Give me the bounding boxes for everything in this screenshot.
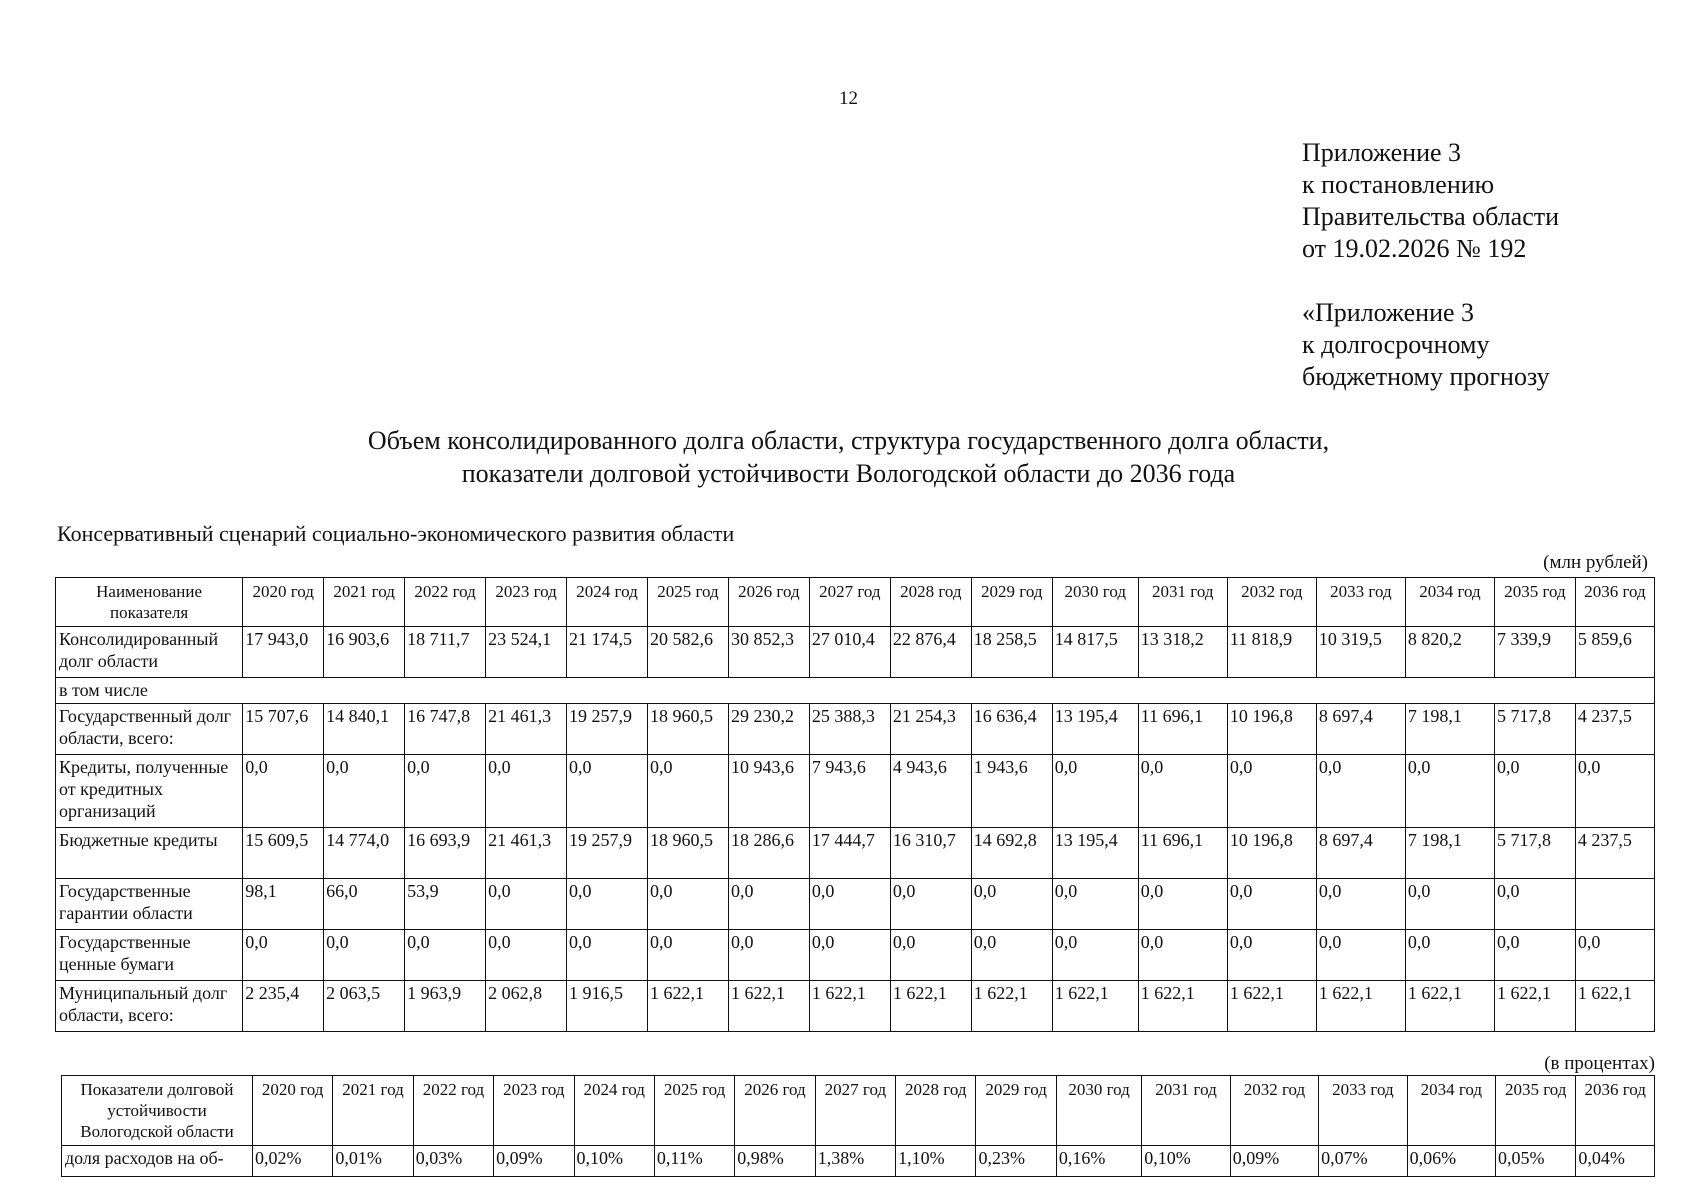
table-row-label: Государственные ценные бумаги <box>56 930 243 981</box>
column-header-year: 2022 год <box>405 578 486 627</box>
table-cell: 0,0 <box>324 755 405 828</box>
appendix-quote-line: к долгосрочному <box>1302 330 1490 359</box>
table-cell: 8 697,4 <box>1316 828 1405 879</box>
table-cell: 16 310,7 <box>890 828 971 879</box>
appendix-line: к постановлению <box>1302 170 1495 199</box>
table-cell: 0,0 <box>405 930 486 981</box>
table-cell: 1 622,1 <box>1494 981 1575 1032</box>
title-line-2: показатели долговой устойчивости Вологодской области до 2036 года <box>461 459 1236 488</box>
table-cell: 7 198,1 <box>1405 704 1494 755</box>
table-cell: 1 622,1 <box>1052 981 1138 1032</box>
table-cell: 0,0 <box>647 930 728 981</box>
table-row-label: Кредиты, полученные от кредитных организаций <box>56 755 243 828</box>
table-cell: 13 318,2 <box>1138 627 1227 678</box>
table-cell: 1 622,1 <box>728 981 809 1032</box>
column-header-year: 2027 год <box>809 578 890 627</box>
table-cell: 0,0 <box>486 879 567 930</box>
appendix-block <box>1302 137 1559 393</box>
table-row <box>56 981 1655 1032</box>
table-row <box>56 678 1655 704</box>
table-cell: 2 235,4 <box>243 981 324 1032</box>
table-cell: 13 195,4 <box>1052 704 1138 755</box>
table-cell: 4 943,6 <box>890 755 971 828</box>
table-cell: 18 258,5 <box>971 627 1052 678</box>
title-line-1: Объем консолидированного долга области, структура государственного долга области, <box>367 426 1330 455</box>
table-cell: 0,04% <box>1576 1146 1655 1177</box>
table-cell: 0,03% <box>413 1146 493 1177</box>
table-cell: 0,16% <box>1056 1146 1141 1177</box>
table-cell: 23 524,1 <box>486 627 567 678</box>
table-cell: 0,0 <box>243 930 324 981</box>
appendix-line: Приложение 3 <box>1302 138 1462 167</box>
table-cell: 0,98% <box>735 1146 815 1177</box>
table-cell: 1 622,1 <box>1316 981 1405 1032</box>
table-row <box>56 879 1655 930</box>
table-row <box>62 1146 1655 1177</box>
table-cell: 0,09% <box>494 1146 574 1177</box>
table-cell: 18 960,5 <box>647 828 728 879</box>
column-header-year: 2025 год <box>647 578 728 627</box>
table-cell: 10 943,6 <box>728 755 809 828</box>
table-cell: 0,09% <box>1230 1146 1318 1177</box>
column-header-year: 2026 год <box>728 578 809 627</box>
sustainability-table-unit: (в процентах) <box>1544 1053 1655 1074</box>
table-cell: 0,0 <box>1052 930 1138 981</box>
column-header-year: 2032 год <box>1227 578 1316 627</box>
column-header-year: 2026 год <box>735 1076 815 1146</box>
table-cell: 0,0 <box>1316 879 1405 930</box>
table-cell: 0,0 <box>486 930 567 981</box>
column-header-year: 2034 год <box>1407 1076 1495 1146</box>
table-cell: 0,0 <box>1227 930 1316 981</box>
table-cell: 98,1 <box>243 879 324 930</box>
table-cell: 22 876,4 <box>890 627 971 678</box>
table-row <box>56 930 1655 981</box>
table-row-label: в том числе <box>56 678 1655 704</box>
column-header-year: 2020 год <box>252 1076 332 1146</box>
table-cell: 0,0 <box>1494 879 1575 930</box>
table-cell: 1 622,1 <box>647 981 728 1032</box>
table-cell: 16 903,6 <box>324 627 405 678</box>
table-row-label: Государственные гарантии области <box>56 879 243 930</box>
table-cell: 1 963,9 <box>405 981 486 1032</box>
table-row <box>56 755 1655 828</box>
table-cell: 0,0 <box>486 755 567 828</box>
table-cell: 1 622,1 <box>1405 981 1494 1032</box>
table-cell: 2 062,8 <box>486 981 567 1032</box>
column-header-year: 2025 год <box>654 1076 734 1146</box>
table-cell: 21 461,3 <box>486 704 567 755</box>
table-row-label: Государственный долг области, всего: <box>56 704 243 755</box>
table-cell: 0,0 <box>1316 930 1405 981</box>
table-cell: 0,0 <box>1405 879 1494 930</box>
column-header-year: 2032 год <box>1230 1076 1318 1146</box>
table-cell: 0,0 <box>809 930 890 981</box>
table-cell: 0,0 <box>1138 755 1227 828</box>
table-cell: 21 254,3 <box>890 704 971 755</box>
table-cell: 0,0 <box>405 755 486 828</box>
appendix-gap <box>1302 265 1559 297</box>
table-cell: 18 711,7 <box>405 627 486 678</box>
table-row <box>56 704 1655 755</box>
table-cell: 4 237,5 <box>1575 704 1654 755</box>
table-cell: 16 747,8 <box>405 704 486 755</box>
table-cell: 5 859,6 <box>1575 627 1654 678</box>
table-cell: 0,0 <box>890 930 971 981</box>
table-cell: 0,0 <box>971 879 1052 930</box>
table-cell: 0,0 <box>1227 879 1316 930</box>
table-cell: 13 195,4 <box>1052 828 1138 879</box>
table-cell: 17 444,7 <box>809 828 890 879</box>
table-cell: 7 339,9 <box>1494 627 1575 678</box>
column-header-year: 2030 год <box>1052 578 1138 627</box>
table-cell: 1 916,5 <box>567 981 648 1032</box>
table-cell: 0,0 <box>1052 879 1138 930</box>
table-cell: 14 817,5 <box>1052 627 1138 678</box>
appendix-quote-line: «Приложение 3 <box>1302 298 1475 327</box>
table-cell: 0,11% <box>654 1146 734 1177</box>
table-cell: 0,0 <box>1405 755 1494 828</box>
table-row-label: Муниципальный долг области, всего: <box>56 981 243 1032</box>
column-header-year: 2033 год <box>1319 1076 1407 1146</box>
table-cell: 0,10% <box>574 1146 654 1177</box>
appendix-quote-line: бюджетному прогнозу <box>1302 362 1550 391</box>
table-cell: 14 840,1 <box>324 704 405 755</box>
table-cell: 0,0 <box>728 930 809 981</box>
table-cell: 0,06% <box>1407 1146 1495 1177</box>
table-cell: 1,10% <box>896 1146 976 1177</box>
table-cell: 1 943,6 <box>971 755 1052 828</box>
table-cell: 7 198,1 <box>1405 828 1494 879</box>
column-header-name: Показатели долговой устойчивости Вологодской области <box>62 1076 253 1146</box>
table-row-label: Бюджетные кредиты <box>56 828 243 879</box>
table-cell: 10 196,8 <box>1227 828 1316 879</box>
table-row-label: доля расходов на об- <box>62 1146 253 1177</box>
table-cell: 11 818,9 <box>1227 627 1316 678</box>
table-row <box>56 627 1655 678</box>
table-cell: 5 717,8 <box>1494 828 1575 879</box>
column-header-year: 2027 год <box>815 1076 895 1146</box>
table-row-label: Консолидированный долг области <box>56 627 243 678</box>
table-cell: 0,0 <box>567 879 648 930</box>
column-header-year: 2023 год <box>494 1076 574 1146</box>
debt-table-unit: (млн рублей) <box>1543 552 1648 573</box>
column-header-year: 2020 год <box>243 578 324 627</box>
column-header-year: 2036 год <box>1576 1076 1655 1146</box>
column-header-year: 2029 год <box>976 1076 1056 1146</box>
debt-table <box>55 577 1655 1032</box>
table-cell: 15 707,6 <box>243 704 324 755</box>
table-cell: 14 774,0 <box>324 828 405 879</box>
table-cell: 8 697,4 <box>1316 704 1405 755</box>
table-cell: 17 943,0 <box>243 627 324 678</box>
table-cell: 27 010,4 <box>809 627 890 678</box>
table-cell: 1,38% <box>815 1146 895 1177</box>
table-cell: 0,02% <box>252 1146 332 1177</box>
table-header-row <box>62 1076 1655 1146</box>
table-cell: 0,07% <box>1319 1146 1407 1177</box>
column-header-year: 2022 год <box>413 1076 493 1146</box>
table-cell: 0,0 <box>567 930 648 981</box>
table-cell: 0,0 <box>1405 930 1494 981</box>
table-cell: 21 461,3 <box>486 828 567 879</box>
table-cell: 11 696,1 <box>1138 704 1227 755</box>
table-cell: 1 622,1 <box>1138 981 1227 1032</box>
table-cell: 2 063,5 <box>324 981 405 1032</box>
table-cell: 10 196,8 <box>1227 704 1316 755</box>
table-cell: 0,0 <box>1052 755 1138 828</box>
table-cell: 29 230,2 <box>728 704 809 755</box>
table-cell: 1 622,1 <box>1575 981 1654 1032</box>
table-cell: 5 717,8 <box>1494 704 1575 755</box>
column-header-year: 2021 год <box>333 1076 413 1146</box>
column-header-year: 2036 год <box>1575 578 1654 627</box>
column-header-year: 2021 год <box>324 578 405 627</box>
table-cell: 53,9 <box>405 879 486 930</box>
appendix-line: от 19.02.2026 № 192 <box>1302 234 1527 263</box>
table-cell: 8 820,2 <box>1405 627 1494 678</box>
column-header-year: 2028 год <box>896 1076 976 1146</box>
column-header-year: 2033 год <box>1316 578 1405 627</box>
table-cell: 0,0 <box>647 879 728 930</box>
column-header-year: 2035 год <box>1496 1076 1576 1146</box>
table-cell: 0,0 <box>647 755 728 828</box>
table-cell: 0,0 <box>324 930 405 981</box>
table-cell: 1 622,1 <box>809 981 890 1032</box>
table-cell: 0,01% <box>333 1146 413 1177</box>
document-title <box>0 424 1697 490</box>
column-header-name: Наименование показателя <box>56 578 243 627</box>
table-cell: 1 622,1 <box>971 981 1052 1032</box>
table-cell: 4 237,5 <box>1575 828 1654 879</box>
table-cell: 0,0 <box>1575 930 1654 981</box>
table-cell: 0,0 <box>1575 755 1654 828</box>
table-cell: 7 943,6 <box>809 755 890 828</box>
table-cell: 16 636,4 <box>971 704 1052 755</box>
table-cell: 1 622,1 <box>890 981 971 1032</box>
table-cell: 18 960,5 <box>647 704 728 755</box>
table-cell: 21 174,5 <box>567 627 648 678</box>
column-header-year: 2034 год <box>1405 578 1494 627</box>
table-cell: 1 622,1 <box>1227 981 1316 1032</box>
table-cell: 11 696,1 <box>1138 828 1227 879</box>
appendix-line: Правительства области <box>1302 202 1560 231</box>
table-cell: 0,05% <box>1496 1146 1576 1177</box>
table-cell: 66,0 <box>324 879 405 930</box>
page-number: 12 <box>839 88 858 109</box>
column-header-year: 2031 год <box>1142 1076 1230 1146</box>
table-cell: 0,0 <box>728 879 809 930</box>
column-header-year: 2035 год <box>1494 578 1575 627</box>
table-cell: 0,0 <box>1227 755 1316 828</box>
table-cell: 0,0 <box>1316 755 1405 828</box>
column-header-year: 2028 год <box>890 578 971 627</box>
column-header-year: 2030 год <box>1056 1076 1141 1146</box>
table-row <box>56 828 1655 879</box>
table-cell: 16 693,9 <box>405 828 486 879</box>
column-header-year: 2029 год <box>971 578 1052 627</box>
table-header-row <box>56 578 1655 627</box>
table-cell: 0,0 <box>890 879 971 930</box>
table-cell: 18 286,6 <box>728 828 809 879</box>
column-header-year: 2024 год <box>567 578 648 627</box>
sustainability-table <box>61 1075 1655 1177</box>
table-cell: 0,0 <box>567 755 648 828</box>
table-cell: 19 257,9 <box>567 704 648 755</box>
table-cell: 0,0 <box>1138 930 1227 981</box>
table-cell: 10 319,5 <box>1316 627 1405 678</box>
column-header-year: 2031 год <box>1138 578 1227 627</box>
column-header-year: 2024 год <box>574 1076 654 1146</box>
table-cell: 0,0 <box>243 755 324 828</box>
table-cell: 0,0 <box>1494 930 1575 981</box>
table-cell: 0,0 <box>1494 755 1575 828</box>
table-cell: 20 582,6 <box>647 627 728 678</box>
table-cell: 30 852,3 <box>728 627 809 678</box>
table-cell: 0,0 <box>809 879 890 930</box>
table-cell: 19 257,9 <box>567 828 648 879</box>
table-cell: 25 388,3 <box>809 704 890 755</box>
table-cell <box>1575 879 1654 930</box>
table-cell: 0,10% <box>1142 1146 1230 1177</box>
table-cell: 15 609,5 <box>243 828 324 879</box>
table-cell: 0,23% <box>976 1146 1056 1177</box>
table-cell: 14 692,8 <box>971 828 1052 879</box>
scenario-label: Консервативный сценарий социально-экономического развития области <box>57 521 735 546</box>
column-header-year: 2023 год <box>486 578 567 627</box>
table-cell: 0,0 <box>971 930 1052 981</box>
table-cell: 0,0 <box>1138 879 1227 930</box>
